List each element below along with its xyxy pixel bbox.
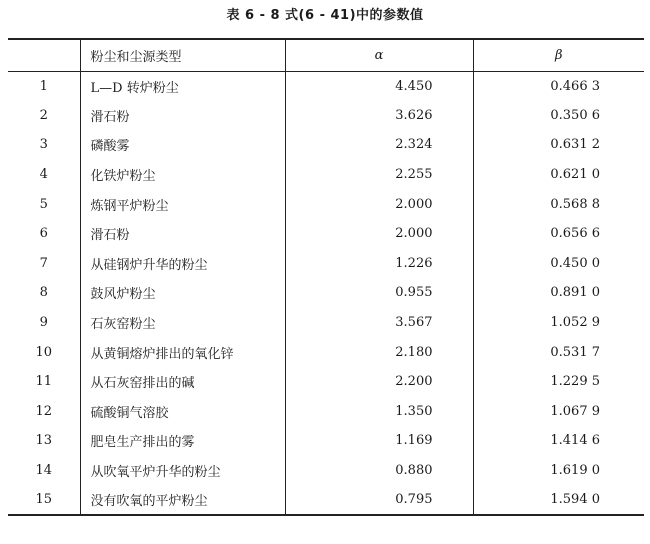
alpha-cell: 1.169 <box>285 426 473 456</box>
beta-cell: 0.621 0 <box>550 167 600 183</box>
alpha-cell: 2.000 <box>285 219 473 249</box>
beta-cell: 0.568 8 <box>550 196 600 212</box>
table-row <box>8 130 644 160</box>
header-index <box>8 39 80 71</box>
header-dust-type: 粉尘和尘源类型 <box>80 39 285 71</box>
header-row <box>8 39 644 71</box>
table-row <box>8 426 644 456</box>
table-row <box>8 367 644 397</box>
row-index: 8 <box>8 278 80 308</box>
table-row <box>8 189 644 219</box>
dust-type-cell: 从黄铜熔炉排出的氧化锌 <box>80 337 285 367</box>
row-index: 1 <box>8 71 80 101</box>
row-index: 11 <box>8 367 80 397</box>
dust-type-cell: 石灰窑粉尘 <box>80 308 285 338</box>
table-row <box>8 249 644 279</box>
alpha-cell: 3.626 <box>285 101 473 131</box>
dust-type-cell: 从硅钢炉升华的粉尘 <box>80 249 285 279</box>
table-caption: 表 6 - 8 式(6 - 41)中的参数值 <box>226 8 424 23</box>
table-row <box>8 337 644 367</box>
dust-type-cell: 鼓风炉粉尘 <box>80 278 285 308</box>
table-row <box>8 456 644 486</box>
row-index: 3 <box>8 130 80 160</box>
table-row <box>8 485 644 515</box>
beta-cell: 1.067 9 <box>550 403 600 419</box>
table-row <box>8 308 644 338</box>
dust-type-cell: 炼钢平炉粉尘 <box>80 189 285 219</box>
alpha-cell: 1.350 <box>285 397 473 427</box>
row-index: 15 <box>8 485 80 515</box>
row-index: 4 <box>8 160 80 190</box>
table-row <box>8 71 644 101</box>
table-row <box>8 101 644 131</box>
beta-cell: 1.052 9 <box>550 315 600 331</box>
beta-cell: 0.531 7 <box>550 344 600 360</box>
beta-cell: 1.594 0 <box>473 485 644 515</box>
dust-type-cell: 从石灰窑排出的碱 <box>80 367 285 397</box>
row-index: 2 <box>8 101 80 131</box>
beta-cell: 1.229 5 <box>550 374 600 390</box>
row-index: 9 <box>8 308 80 338</box>
beta-cell: 1.414 6 <box>550 433 600 449</box>
alpha-cell: 2.200 <box>285 367 473 397</box>
row-index: 14 <box>8 456 80 486</box>
dust-type-cell: 滑石粉 <box>80 219 285 249</box>
beta-cell: 1.619 0 <box>550 463 600 479</box>
table-body <box>8 71 644 515</box>
alpha-cell: 2.255 <box>285 160 473 190</box>
alpha-cell: 0.880 <box>285 456 473 486</box>
row-index: 13 <box>8 426 80 456</box>
alpha-cell: 0.795 <box>285 485 473 515</box>
parameter-table <box>8 38 644 516</box>
beta-cell: 0.466 3 <box>550 78 600 94</box>
beta-cell: 0.656 6 <box>550 226 600 242</box>
alpha-cell: 1.226 <box>285 249 473 279</box>
alpha-cell: 0.955 <box>285 278 473 308</box>
table-row <box>8 219 644 249</box>
row-index: 7 <box>8 249 80 279</box>
header-alpha: α <box>285 39 473 71</box>
row-index: 12 <box>8 397 80 427</box>
beta-cell: 0.891 0 <box>550 285 600 301</box>
dust-type-cell: 没有吹氧的平炉粉尘 <box>80 485 285 515</box>
dust-type-cell: 磷酸雾 <box>80 130 285 160</box>
dust-type-cell: 硫酸铜气溶胶 <box>80 397 285 427</box>
dust-type-cell: 化铁炉粉尘 <box>80 160 285 190</box>
alpha-cell: 2.180 <box>285 337 473 367</box>
alpha-cell: 3.567 <box>285 308 473 338</box>
dust-type-cell: L—D 转炉粉尘 <box>80 71 285 101</box>
beta-cell: 0.350 6 <box>550 107 600 123</box>
header-beta: β <box>473 39 644 71</box>
alpha-cell: 4.450 <box>285 71 473 101</box>
table-row <box>8 397 644 427</box>
dust-type-cell: 滑石粉 <box>80 101 285 131</box>
row-index: 5 <box>8 189 80 219</box>
dust-type-cell: 肥皂生产排出的雾 <box>80 426 285 456</box>
beta-cell: 0.631 2 <box>550 137 600 153</box>
row-index: 6 <box>8 219 80 249</box>
dust-type-cell: 从吹氧平炉升华的粉尘 <box>80 456 285 486</box>
alpha-cell: 2.000 <box>285 189 473 219</box>
beta-cell: 0.450 0 <box>550 255 600 271</box>
table-row <box>8 278 644 308</box>
table-row <box>8 160 644 190</box>
row-index: 10 <box>8 337 80 367</box>
alpha-cell: 2.324 <box>285 130 473 160</box>
